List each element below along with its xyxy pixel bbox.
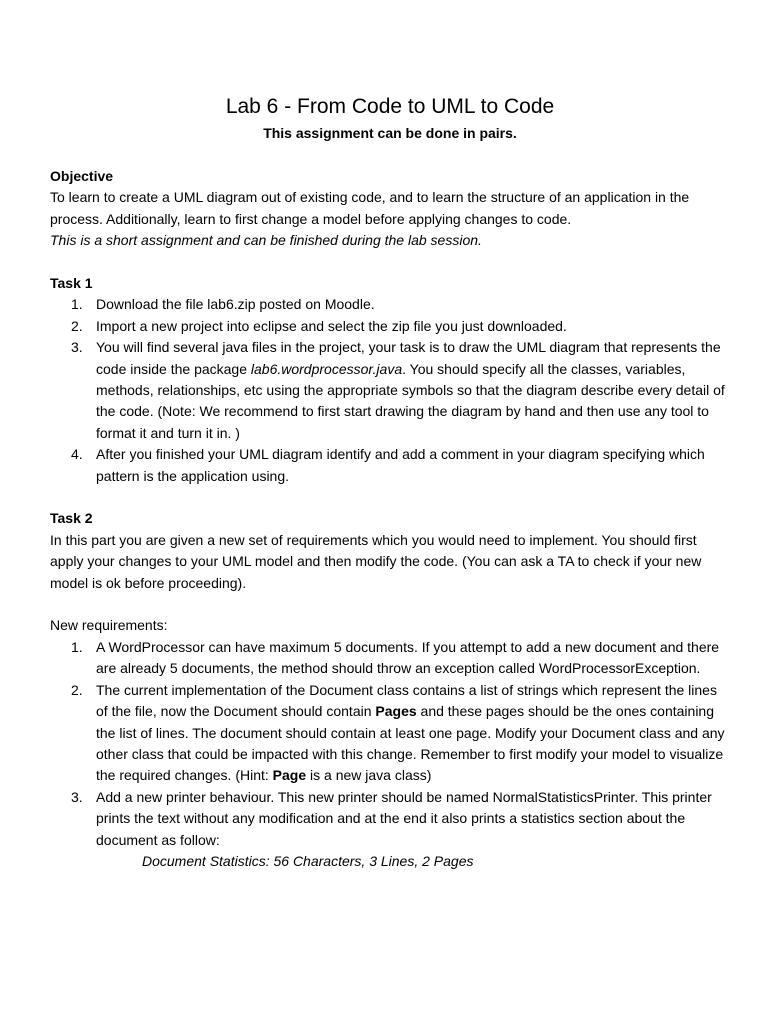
objective-heading: Objective [50, 168, 114, 184]
list-item-text: You will find several java files in the project, your task is to draw the UML diagram that represents the code inside the package [96, 339, 721, 377]
bold-term: Pages [375, 703, 417, 720]
requirements-list [50, 637, 730, 851]
list-item-text: is a new java class) [306, 767, 432, 784]
list-item [50, 294, 730, 315]
list-number: 3. [71, 339, 83, 356]
page-title: Lab 6 - From Code to UML to Code [225, 95, 555, 118]
statistics-example: Document Statistics: 56 Characters, 3 Lines, 2 Pages [142, 852, 474, 869]
list-item-text: The current implementation of the Document class contains a list of strings which represent the lines of the file, now the Document should contain [96, 681, 717, 720]
list-number: 3. [71, 788, 83, 805]
list-item-text: Download the file lab6.zip posted on Moodle. [96, 296, 375, 313]
list-item-text: and these pages should be the ones containing the list of lines. The document should contain at least one page. Modify your Document class and any other class that could be impacted with this change. Remember to first modify your model to visualize the required changes. (Hint: [96, 703, 725, 784]
document-page [50, 92, 730, 872]
task2-intro: In this part you are given a new set of requirements which you would need to implement. You should first apply your changes to your UML model and then modify the code. (You can ask a TA to check if your new model is ok before proceeding). [50, 531, 702, 591]
list-item [50, 444, 730, 487]
task1-heading: Task 1 [50, 275, 93, 292]
list-number: 2. [71, 681, 83, 698]
task1-list [50, 294, 730, 487]
list-number: 1. [71, 296, 83, 313]
package-name: lab6.wordprocessor.java [250, 360, 403, 377]
task2-heading: Task 2 [50, 510, 93, 527]
list-number: 4. [71, 446, 83, 463]
requirements-heading: New requirements: [50, 617, 168, 634]
list-item-text: A WordProcessor can have maximum 5 documents. If you attempt to add a new document and there are already 5 documents, the method should throw an exception called WordProcessorException. [96, 638, 720, 677]
list-number: 2. [71, 317, 83, 334]
list-item [50, 787, 730, 851]
list-item-text: Add a new printer behaviour. This new printer should be named NormalStatisticsPrinter. This printer prints the text without any modification and at the end it also prints a statistics section about the document as follow: [96, 788, 712, 848]
list-item-text: Import a new project into eclipse and select the zip file you just downloaded. [96, 317, 567, 334]
list-number: 1. [71, 638, 83, 655]
list-item [50, 637, 730, 680]
list-item [50, 316, 730, 337]
objective-note: This is a short assignment and can be finished during the lab session. [50, 232, 482, 249]
list-item-text: After you finished your UML diagram identify and add a comment in your diagram specifying which pattern is the application using. [96, 446, 705, 484]
list-item [50, 680, 730, 787]
objective-text: To learn to create a UML diagram out of existing code, and to learn the structure of an application in the process. Additionally, learn to first change a model before applying changes to code. [50, 189, 690, 227]
list-item [50, 337, 730, 444]
list-item-text: . You should specify all the classes, variables, methods, relationships, etc using the appropriate symbols so that the diagram describe every detail of the code. (Note: We recommend to first start drawing the diagram by hand and then use any tool to format it and turn it in. ) [96, 360, 725, 441]
page-subtitle: This assignment can be done in pairs. [263, 125, 517, 141]
bold-term: Page [272, 767, 307, 784]
